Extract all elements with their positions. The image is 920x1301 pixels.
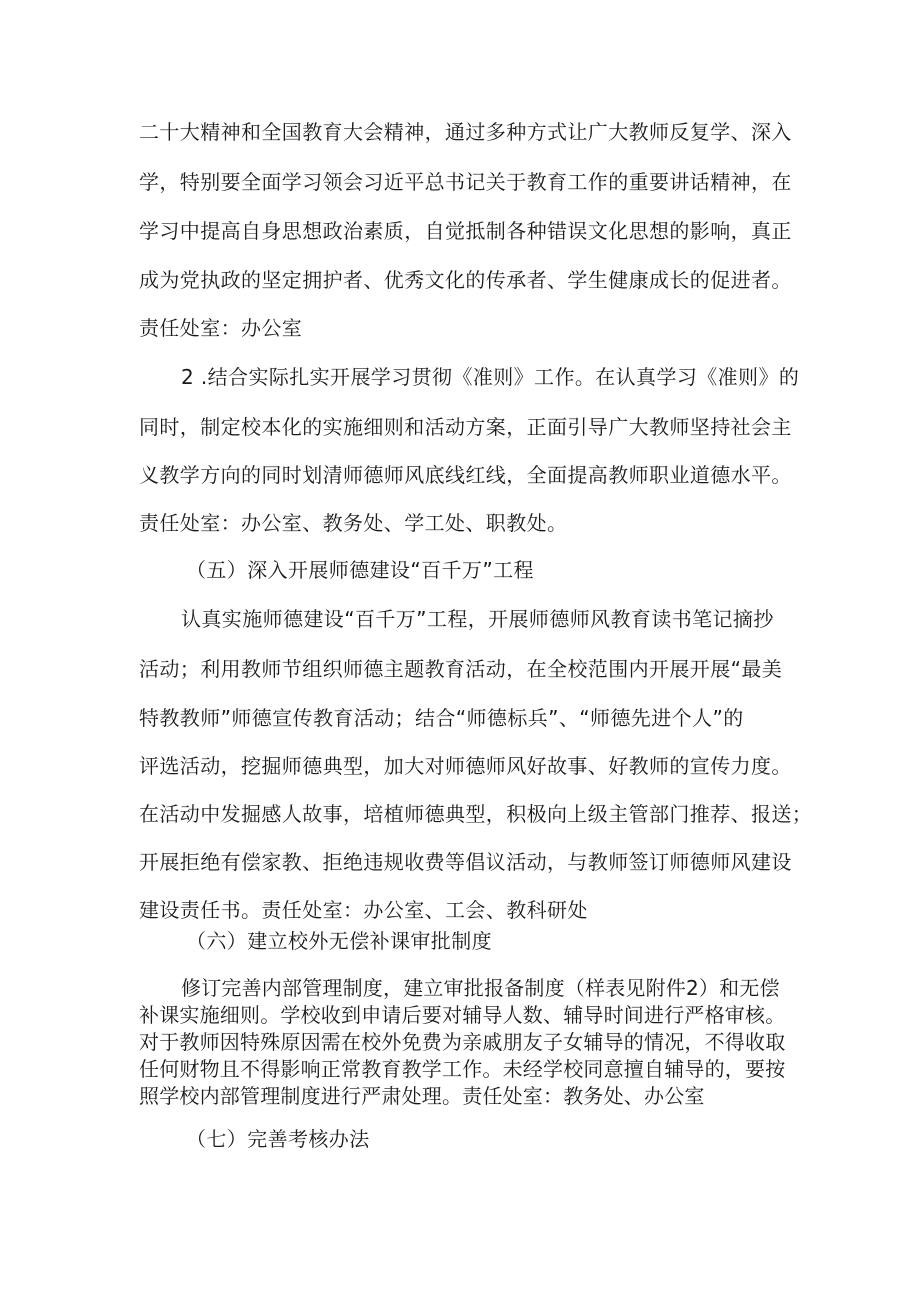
- text-line: 同时，制定校本化的实施细则和活动方案，正面引导广大教师坚持社会主: [139, 415, 792, 439]
- text-line: 学习中提高自身思想政治素质，自觉抵制各种错误文化思想的影响，真正: [139, 219, 792, 243]
- text-line: 学，特别要全面学习领会习近平总书记关于教育工作的重要讲话精神，在: [139, 170, 792, 194]
- responsible-office: 责任处室：办公室、教务处、学工处、职教处。: [139, 511, 568, 535]
- text-line: 补课实施细则。学校收到申请后要对辅导人数、辅导时间进行严格审核。: [139, 1003, 786, 1027]
- text-line: 修订完善内部管理制度，建立审批报备制度（样表见附件2）和无偿: [181, 976, 780, 1000]
- text-line: 2 .结合实际扎实开展学习贯彻《准则》工作。在认真学习《准则》的: [181, 365, 800, 389]
- text-line: 义教学方向的同时划清师德师风底线红线，全面提高教师职业道德水平。: [139, 463, 792, 487]
- text-line: 二十大精神和全国教育大会精神，通过多种方式让广大教师反复学、深入: [139, 120, 792, 144]
- text-line: 任何财物且不得影响正常教育教学工作。未经学校同意擅自辅导的，要按: [139, 1057, 786, 1081]
- section-heading-5: （五）深入开展师德建设“百千万”工程: [186, 558, 534, 582]
- text-line: 评选活动，挖掘师德典型，加大对师德师风好故事、好教师的宣传力度。: [139, 754, 792, 778]
- text-line: 开展拒绝有偿家教、拒绝违规收费等倡议活动，与教师签订师德师风建设: [139, 850, 792, 874]
- responsible-office: 责任处室：办公室: [139, 316, 303, 340]
- text-line: 对于教师因特殊原因需在校外免费为亲戚朋友子女辅导的情况，不得收取: [139, 1030, 786, 1054]
- text-line: 照学校内部管理制度进行严肃处理。责任处室：教务处、办公室: [139, 1084, 705, 1108]
- text-line: 活动；利用教师节组织师德主题教育活动，在全校范围内开展开展“最美: [139, 657, 783, 681]
- text-line: 成为党执政的坚定拥护者、优秀文化的传承者、学生健康成长的促进者。: [139, 268, 792, 292]
- section-heading-6: （六）建立校外无偿补课审批制度: [186, 929, 492, 953]
- text-line: 特教教师”师德宣传教育活动；结合“师德标兵”、“师德先进个人”的: [139, 706, 744, 730]
- responsible-office: 建设责任书。责任处室：办公室、工会、教科研处: [139, 898, 588, 922]
- section-heading-7: （七）完善考核办法: [186, 1127, 370, 1151]
- text-line: 在活动中发掘感人故事，培植师德典型，积极向上级主管部门推荐、报送；: [139, 802, 813, 826]
- text-line: 认真实施师德建设“百千万”工程，开展师德师风教育读书笔记摘抄: [181, 607, 774, 631]
